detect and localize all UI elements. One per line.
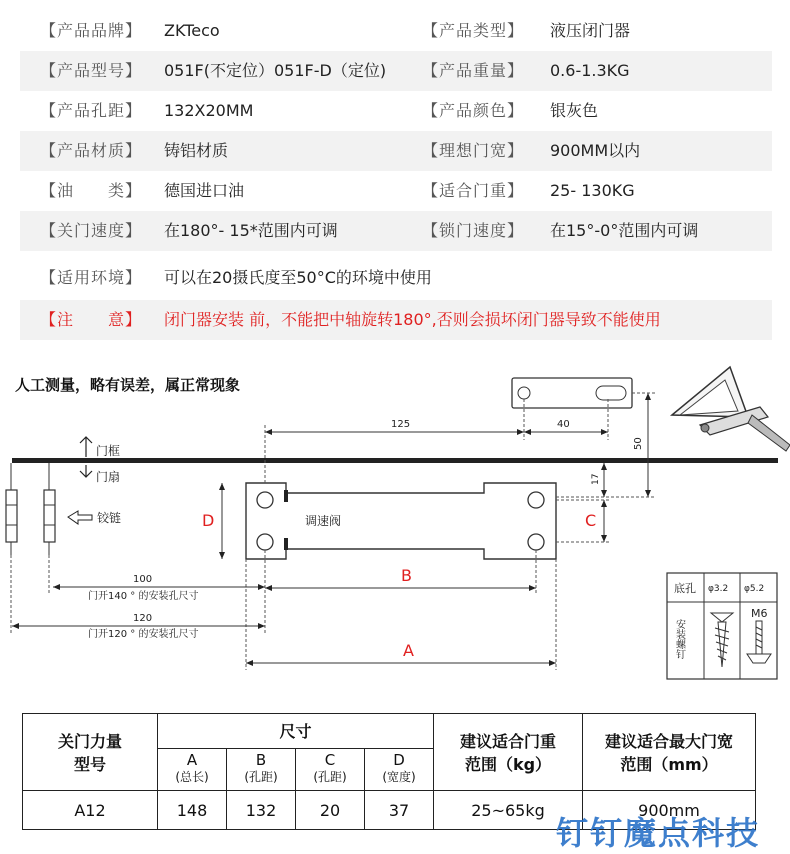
cell-weight: 25~65kg — [434, 791, 583, 830]
spec-label: 【产品类型】 — [422, 21, 525, 40]
spec-value: 铸铝材质 — [164, 141, 229, 160]
door-frame-line — [12, 458, 778, 463]
hinge-icon — [6, 463, 55, 555]
spec-row — [20, 131, 772, 171]
dimension-50: 50 — [633, 437, 644, 450]
spec-value: 0.6-1.3KG — [550, 61, 630, 80]
spec-row — [20, 51, 772, 91]
spec-value: 051F(不定位）051F-D（定位) — [164, 61, 387, 80]
header-weight — [434, 714, 583, 791]
caption-120: 门开120 ° 的安装孔尺寸 — [88, 629, 199, 640]
spec-label: 【理想门宽】 — [422, 141, 525, 160]
header-weight-line2: 范围（kg） — [464, 755, 552, 774]
spec-label: 【适用环境】 — [40, 268, 143, 287]
dimension-d-letter: D — [202, 511, 215, 530]
header-model-line2: 型号 — [73, 755, 106, 774]
leaf-label: 门扇 — [96, 470, 121, 484]
spec-value: 液压闭门器 — [550, 21, 631, 40]
watermark: 钉钉魔点科技 — [556, 814, 761, 852]
cell-b: 132 — [227, 791, 296, 830]
header-width-line2: 范围（mm） — [620, 755, 718, 774]
spec-value: 25- 130KG — [550, 181, 635, 200]
spec-label: 【产品重量】 — [422, 61, 525, 80]
screw-header-52: φ5.2 — [744, 584, 765, 594]
spec-value: 在180°- 15*范围内可调 — [164, 221, 338, 240]
spec-label: 【锁门速度】 — [422, 221, 525, 240]
bracket-plate — [512, 378, 632, 408]
spec-label: 【产品材质】 — [40, 141, 143, 160]
spec-row-warning — [20, 300, 772, 340]
spec-row — [20, 171, 772, 211]
hinge-arrow-icon — [68, 511, 92, 524]
col-a: A (总长) — [158, 748, 227, 790]
header-width-line1: 建议适合最大门宽 — [604, 732, 733, 751]
spec-row — [20, 91, 772, 131]
screw-header-32: φ3.2 — [708, 584, 729, 594]
dimension-c-letter: C — [585, 511, 597, 530]
spec-label: 【适合门重】 — [422, 181, 525, 200]
installation-diagram — [0, 345, 790, 695]
col-d: D (宽度) — [365, 748, 434, 790]
spec-label: 【产品品牌】 — [40, 21, 143, 40]
col-c: C (孔距) — [296, 748, 365, 790]
header-model — [23, 714, 158, 791]
cell-d: 37 — [365, 791, 434, 830]
header-size: 尺寸 — [158, 714, 434, 749]
closer-arm-sketch-icon — [672, 367, 790, 451]
warning-text: 闭门器安装 前，不能把中轴旋转180°,否则会损坏闭门器导致不能使用 — [164, 310, 661, 329]
cell-a: 148 — [158, 791, 227, 830]
spec-value: ZKTeco — [164, 21, 220, 40]
warning-label: 【注 意】 — [40, 310, 143, 329]
spec-label: 【产品颜色】 — [422, 101, 525, 120]
dimension-120: 120 — [133, 613, 153, 624]
dimension-100: 100 — [133, 574, 153, 585]
spec-value: 银灰色 — [550, 101, 599, 120]
dimension-b-letter: B — [401, 566, 412, 585]
spec-label: 【关门速度】 — [40, 221, 143, 240]
spec-row — [20, 211, 772, 251]
spec-row — [20, 258, 772, 298]
header-model-line1: 关门力量 — [57, 732, 122, 751]
spec-row — [20, 11, 772, 51]
closer-body — [246, 483, 556, 559]
spec-value: 德国进口油 — [164, 181, 245, 200]
cell-width: 900mm — [583, 791, 756, 830]
cell-c: 20 — [296, 791, 365, 830]
spec-value: 可以在20摄氏度至50°C的环境中使用 — [164, 268, 432, 287]
cell-model: A12 — [23, 791, 158, 830]
measure-note: 人工测量，略有误差，属正常现象 — [15, 376, 241, 394]
spec-value: 900MM以内 — [550, 141, 641, 160]
screw-row-label: 安装螺钉 — [673, 619, 685, 659]
header-weight-line1: 建议适合门重 — [459, 732, 556, 751]
screw-table — [667, 573, 777, 679]
spec-value: 在15°-0°范围内可调 — [550, 221, 699, 240]
header-width — [583, 714, 756, 791]
screw-m6: M6 — [751, 607, 768, 620]
dimension-17: 17 — [591, 473, 601, 485]
caption-140: 门开140 ° 的安装孔尺寸 — [88, 591, 199, 602]
valve-label: 调速阀 — [305, 514, 342, 528]
spec-label: 【油 类】 — [40, 181, 143, 200]
hinge-label: 铰链 — [97, 511, 122, 525]
screw-header-hole: 底孔 — [674, 582, 696, 595]
frame-label: 门框 — [96, 444, 121, 458]
spec-label: 【产品型号】 — [40, 61, 143, 80]
dimension-a-letter: A — [403, 641, 414, 660]
dimension-40: 40 — [557, 419, 570, 430]
col-b: B (孔距) — [227, 748, 296, 790]
dimension-125: 125 — [391, 419, 411, 430]
spec-label: 【产品孔距】 — [40, 101, 143, 120]
spec-value: 132X20MM — [164, 101, 254, 120]
